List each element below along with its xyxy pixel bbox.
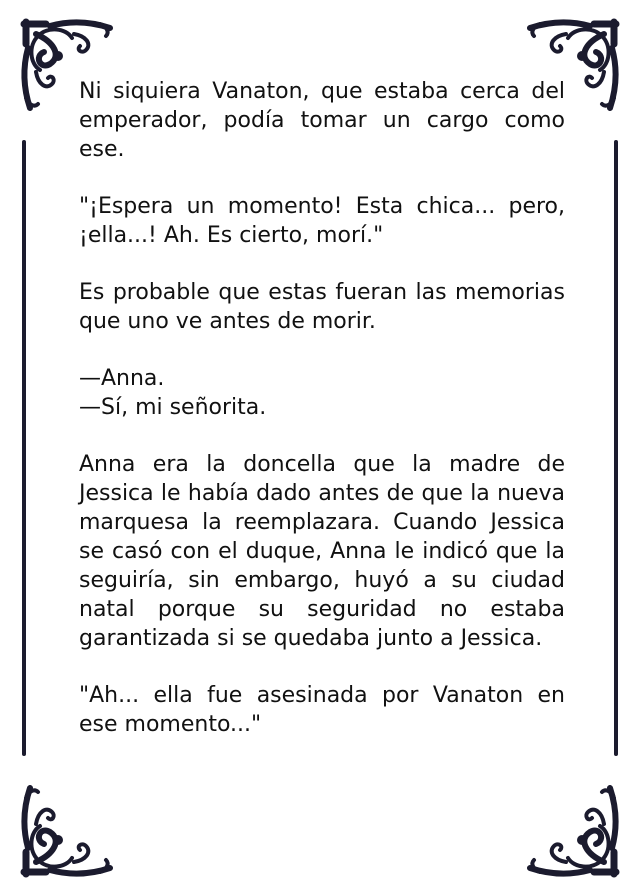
paragraph: "¡Espera un momento! Esta chica... pero, ¡ella...! Ah. Es cierto, morí." xyxy=(79,194,565,248)
right-border-line xyxy=(614,140,618,756)
story-text xyxy=(79,77,565,739)
corner-ornament-icon xyxy=(14,774,124,884)
paragraph: Ni siquiera Vanaton, que estaba cerca del emperador, podía tomar un cargo como ese. xyxy=(79,79,565,162)
corner-ornament-icon xyxy=(516,774,626,884)
left-border-line xyxy=(22,140,26,756)
dialogue-block xyxy=(79,364,565,422)
dialogue-line: —Sí, mi señorita. xyxy=(79,395,267,420)
paragraph: Anna era la doncella que la madre de Jessica le había dado antes de que la nueva marquesa la reemplazara. Cuando Jessica se casó con el duque, Anna le indicó que la seguiría, sin embargo, huyó a su ciudad natal porque su seguridad no estaba garantizada si se quedaba junto a Jessica. xyxy=(79,452,565,651)
paragraph: "Ah... ella fue asesinada por Vanaton en ese momento..." xyxy=(79,683,565,737)
paragraph: Es probable que estas fueran las memorias que uno ve antes de morir. xyxy=(79,280,565,334)
dialogue-line: —Anna. xyxy=(79,366,165,391)
